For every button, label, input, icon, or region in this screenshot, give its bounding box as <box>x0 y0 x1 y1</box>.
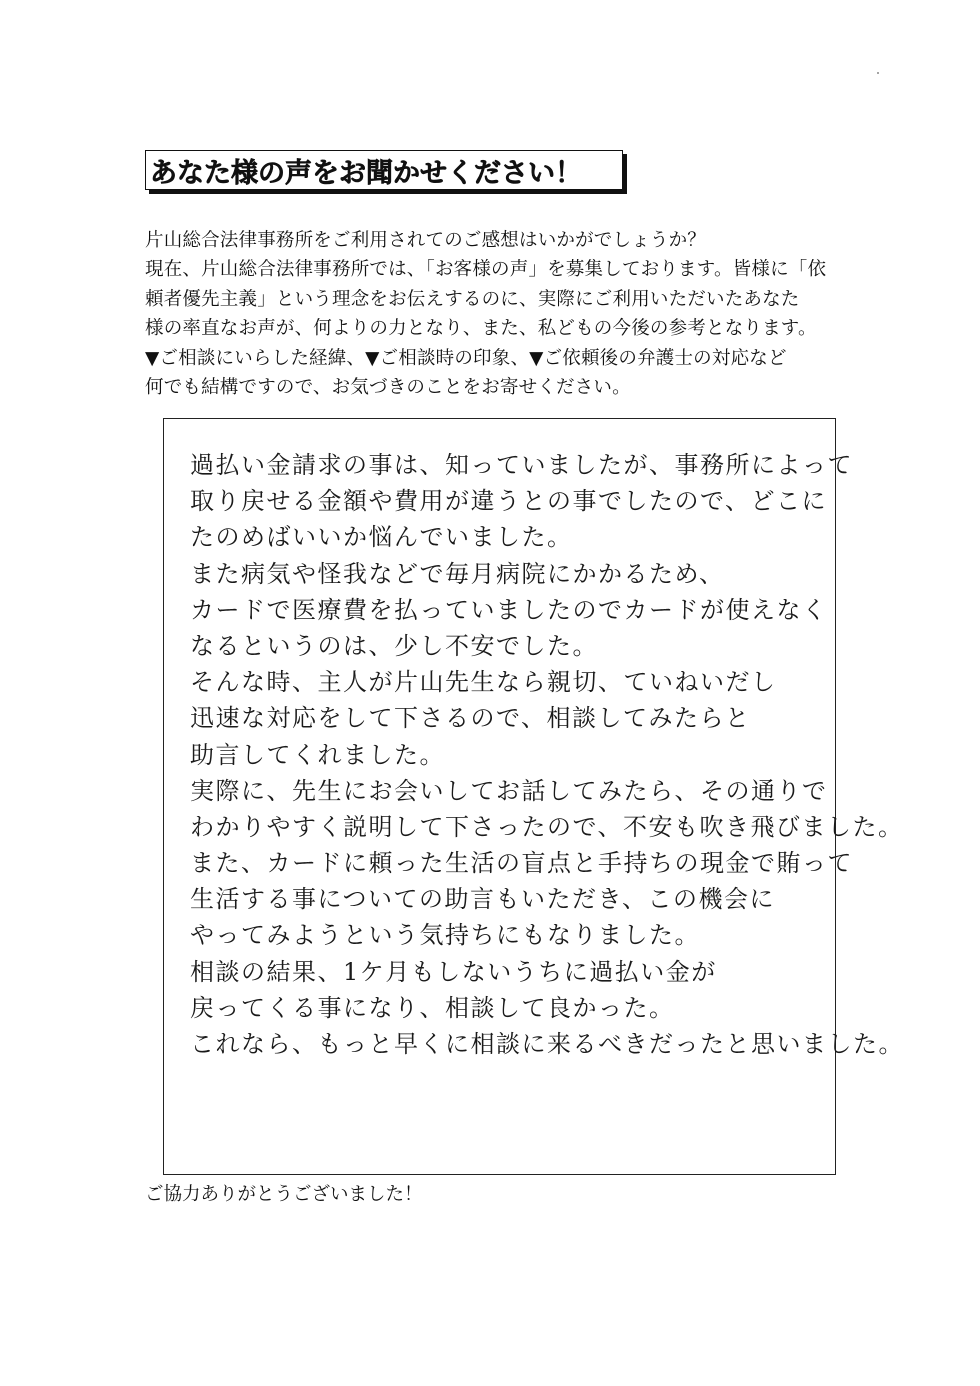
intro-line: 片山総合法律事務所をご利用されてのご感想はいかがでしょうか？ <box>145 230 707 251</box>
thanks-footer: ご協力ありがとうございました！ <box>145 1184 423 1205</box>
scan-speck <box>877 72 879 74</box>
handwritten-line: 生活する事についての助言もいただき、この機会に <box>190 885 776 914</box>
intro-line: 現在、片山総合法律事務所では、「お客様の声」を募集しております。皆様に「依 <box>145 259 827 281</box>
handwritten-line: 実際に、先生にお会いしてお話してみたら、その通りで <box>190 776 828 805</box>
handwritten-line: また病気や怪我などで毎月病院にかかるため、 <box>190 559 725 588</box>
handwritten-line: 迅速な対応をして下さるので、相談してみたらと <box>190 704 751 733</box>
handwritten-line: 戻ってくる事になり、相談して良かった。 <box>190 993 675 1022</box>
intro-line: 何でも結構ですので、お気づきのことをお寄せください。 <box>145 376 631 398</box>
page-title: あなた様の声をお聞かせください！ <box>150 157 582 189</box>
intro-paragraph <box>145 226 865 402</box>
handwritten-comment <box>190 447 904 1062</box>
title-box <box>145 150 623 190</box>
intro-line: 頼者優先主義」という理念をお伝えするのに、実際にご利用いただいたあなた <box>145 288 800 310</box>
handwritten-line: なるというのは、少し不安でした。 <box>190 631 598 660</box>
handwritten-line: 助言してくれました。 <box>190 740 445 769</box>
handwritten-line: そんな時、主人が片山先生なら親切、ていねいだし <box>190 668 777 697</box>
comment-box <box>163 418 904 1175</box>
intro-line: 様の率直なお声が、何よりの力となり、また、私どもの今後の参考となります。 <box>145 318 817 340</box>
intro-line: ▼ご相談にいらした経緯、▼ご相談時の印象、▼ご依頼後の弁護士の対応など <box>145 347 787 369</box>
handwritten-line: これなら、もっと早くに相談に来るべきだったと思いました。 <box>190 1030 904 1058</box>
handwritten-line: たのめばいいか悩んでいました。 <box>190 523 573 552</box>
handwritten-line: カードで医療費を払っていましたのでカードが使えなく <box>190 595 828 624</box>
handwritten-line: 相談の結果、1ケ月もしないうちに過払い金が <box>190 957 717 986</box>
handwritten-line: 取り戻せる金額や費用が違うとの事でしたので、どこに <box>190 487 828 516</box>
handwritten-line: やってみようという気持ちにもなりました。 <box>190 921 700 950</box>
handwritten-line: また、カードに頼った生活の盲点と手持ちの現金で賄って <box>190 849 853 878</box>
handwritten-line: わかりやすく説明して下さったので、不安も吹き飛びました。 <box>190 812 904 841</box>
handwritten-line: 過払い金請求の事は、知っていましたが、事務所によって <box>190 451 853 479</box>
